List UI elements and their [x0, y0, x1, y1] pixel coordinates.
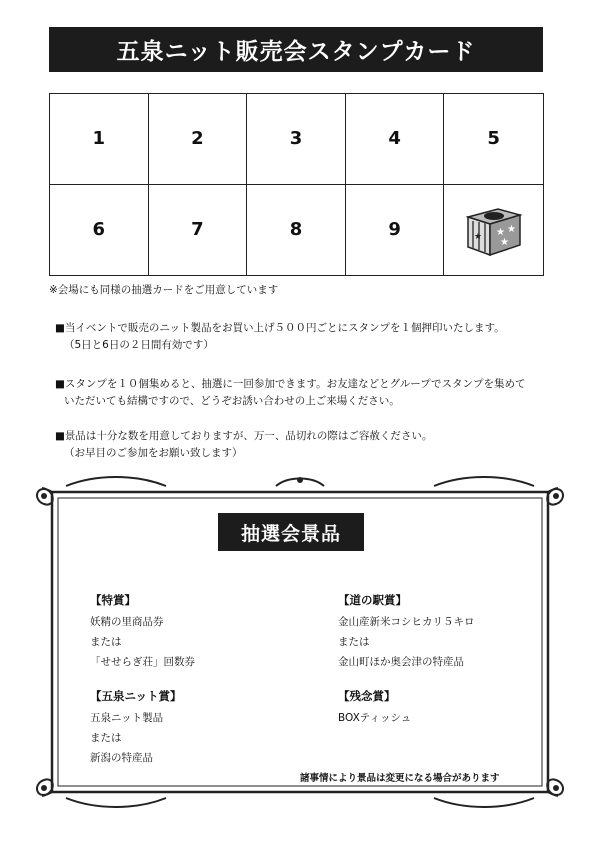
lottery-card-note: ※会場にも同様の抽選カードをご用意しています — [49, 284, 279, 296]
prize-line: または — [338, 636, 370, 648]
prize-name: 【残念賞】 — [338, 689, 396, 703]
rule-sub: （5日と6日の２日間有効です） — [64, 339, 214, 351]
prize-line: 妖精の里商品券 — [90, 616, 164, 628]
prize-special — [90, 590, 195, 672]
prize-name: 【道の駅賞】 — [338, 593, 407, 607]
svg-text:★: ★ — [495, 226, 505, 238]
prize-disclaimer: 諸事情により景品は変更になる場合があります — [300, 773, 500, 784]
prize-line: BOXティッシュ — [338, 712, 412, 724]
stamp-cell-3: 3 — [247, 94, 346, 185]
stamp-cell-7: 7 — [149, 185, 248, 276]
stamp-cell-5: 5 — [444, 94, 543, 185]
prize-michinoeki — [338, 590, 475, 672]
prize-name: 【特賞】 — [90, 593, 136, 607]
prize-heading: 抽選会景品 — [218, 513, 364, 551]
stamp-cell-8: 8 — [247, 185, 346, 276]
page-title: 五泉ニット販売会スタンプカード — [49, 27, 543, 72]
prize-line: 金山産新米コシヒカリ５キロ — [338, 616, 475, 628]
rule-main: ■スタンプを１０個集めると、抽選に一回参加できます。お友達などとグループでスタンプを集めて — [55, 378, 526, 390]
rule-main: ■当イベントで販売のニット製品をお買い上げ５００円ごとにスタンプを１個押印いたします。 — [55, 322, 505, 334]
prize-gosen-knit — [90, 686, 182, 768]
rule-sub: （お早目のご参加をお願い致します） — [64, 447, 243, 459]
prize-consolation — [338, 686, 411, 728]
prize-line: 五泉ニット製品 — [90, 712, 164, 724]
svg-text:★: ★ — [499, 236, 509, 248]
prize-line: 新潟の特産品 — [90, 752, 153, 764]
rule-main: ■景品は十分な数を用意しておりますが、万一、品切れの際はご容赦ください。 — [55, 430, 433, 442]
svg-text:★: ★ — [506, 223, 516, 235]
lottery-box-icon — [462, 199, 526, 261]
rule-paragraph-3 — [55, 428, 432, 462]
stamp-cell-1: 1 — [50, 94, 149, 185]
svg-text:★: ★ — [473, 231, 482, 242]
stamp-grid — [49, 93, 544, 276]
prize-line: 「せせらぎ荘」回数券 — [90, 656, 195, 668]
prize-line: または — [90, 636, 122, 648]
prize-line: または — [90, 732, 122, 744]
stamp-cell-4: 4 — [346, 94, 445, 185]
prize-line: 金山町ほか奥会津の特産品 — [338, 656, 464, 668]
rule-paragraph-1 — [55, 320, 505, 354]
rule-sub: いただいても結構ですので、どうぞお誘い合わせの上ご来場ください。 — [64, 395, 400, 407]
stamp-cell-9: 9 — [346, 185, 445, 276]
prize-name: 【五泉ニット賞】 — [90, 689, 182, 703]
rule-paragraph-2 — [55, 376, 526, 410]
stamp-cell-6: 6 — [50, 185, 149, 276]
stamp-cell-2: 2 — [149, 94, 248, 185]
stamp-cell-lottery — [444, 185, 543, 276]
